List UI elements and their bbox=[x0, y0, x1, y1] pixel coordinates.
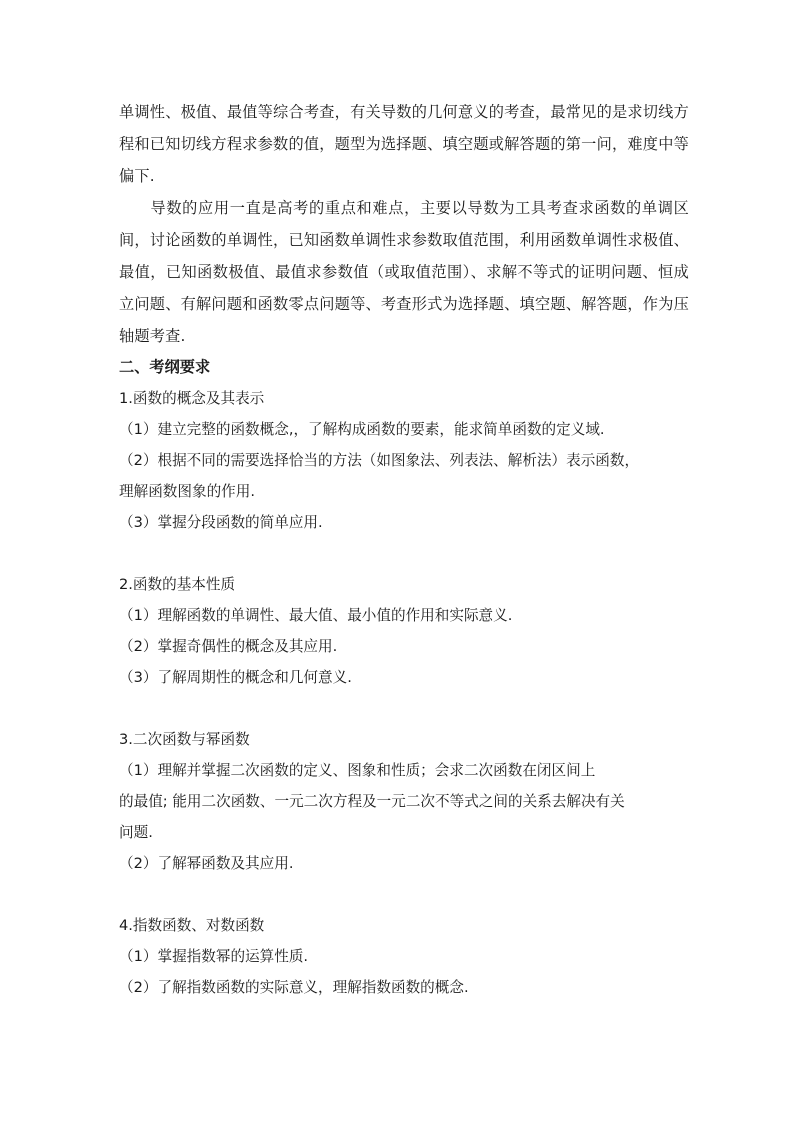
spacer bbox=[119, 538, 689, 569]
topic-item: （2）了解指数函数的实际意义，理解指数函数的概念. bbox=[119, 979, 469, 996]
topic-item: 的最值; 能用二次函数、一元二次方程及一元二次不等式之间的关系去解决有关 bbox=[119, 793, 625, 810]
topic-item: （1）理解并掌握二次函数的定义、图象和性质；会求二次函数在闭区间上 bbox=[119, 762, 596, 779]
topic-item: （2）了解幂函数及其应用. bbox=[119, 855, 294, 872]
spacer bbox=[119, 693, 689, 724]
topic-item: （3）掌握分段函数的简单应用. bbox=[119, 514, 323, 531]
topic-title: 3.二次函数与幂函数 bbox=[119, 731, 250, 748]
topic-item: （2）根据不同的需要选择恰当的方法（如图象法、列表法、解析法）表示函数， bbox=[119, 452, 640, 469]
intro-paragraph-2-text: 导数的应用一直是高考的重点和难点，主要以导数为工具考查求函数的单调区间，讨论函数的单调性，已知函数单调性求参数取值范围，利用函数单调性求极值、最值，已知函数极值、最值求参数值（或取值范围）、求解不等式的证明问题、恒成立问题、有解问题和函数零点问题等、考查形式为选择题、填空题、解答题，作为压轴题考查. bbox=[119, 199, 689, 345]
topic-item: 问题. bbox=[119, 824, 153, 841]
topic-title: 2.函数的基本性质 bbox=[119, 576, 236, 593]
topic-title: 1.函数的概念及其表示 bbox=[119, 390, 265, 407]
topic-item: （1）理解函数的单调性、最大值、最小值的作用和实际意义. bbox=[119, 607, 513, 624]
topic-item: （1）建立完整的函数概念,，了解构成函数的要素，能求简单函数的定义域. bbox=[119, 421, 605, 438]
topic-item: （1）掌握指数幂的运算性质. bbox=[119, 948, 309, 965]
topic-item: （2）掌握奇偶性的概念及其应用. bbox=[119, 638, 338, 655]
spacer bbox=[119, 879, 689, 910]
topic-item: 理解函数图象的作用. bbox=[119, 483, 255, 500]
topic-title: 4.指数函数、对数函数 bbox=[119, 917, 265, 934]
document-content bbox=[119, 96, 689, 1003]
intro-paragraph-2 bbox=[119, 192, 689, 352]
topic-item: （3）了解周期性的概念和几何意义. bbox=[119, 669, 352, 686]
intro-paragraph-1: 单调性、极值、最值等综合考查，有关导数的几何意义的考查，最常见的是求切线方程和已知切线方程求参数的值，题型为选择题、填空题或解答题的第一问，难度中等偏下. bbox=[119, 103, 689, 185]
section-heading: 二、考纲要求 bbox=[119, 358, 211, 376]
